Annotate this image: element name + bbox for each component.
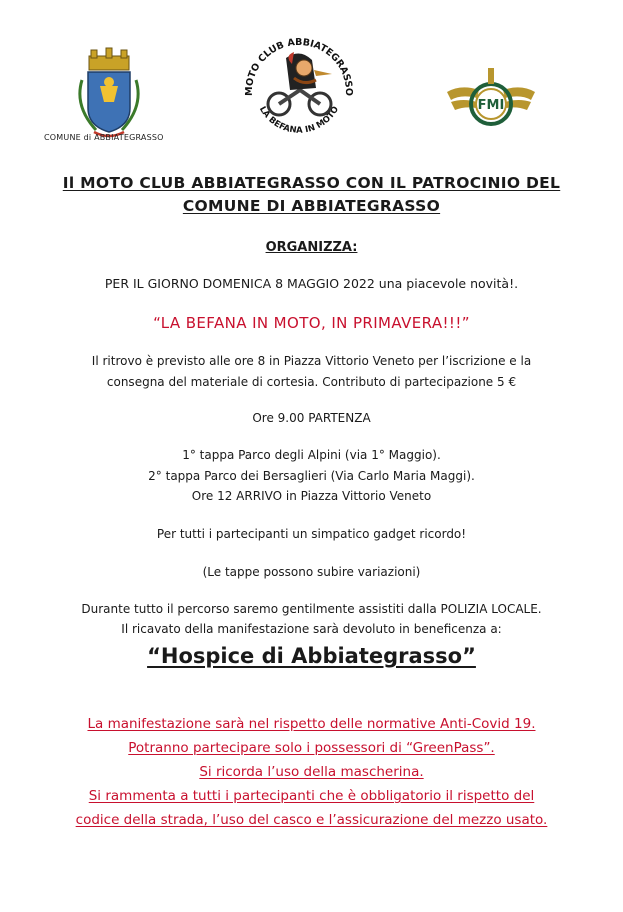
- covid-rule-line: Si ricorda l’uso della mascherina.: [199, 764, 424, 780]
- event-headline: “LA BEFANA IN MOTO, IN PRIMAVERA!!!”: [153, 314, 470, 332]
- ritrovo-line-2: consegna del materiale di cortesia. Contributo di partecipazione 5 €: [106, 375, 517, 389]
- ritrovo-line-1: Il ritrovo è previsto alle ore 8 in Piazza Vittorio Veneto per l’iscrizione e la: [91, 354, 532, 368]
- stage-item: Ore 12 ARRIVO in Piazza Vittorio Veneto: [191, 489, 432, 503]
- coat-of-arms-icon: [44, 46, 174, 146]
- covid-rule-line: Potranno partecipare solo i possessori di “GreenPass”.: [128, 740, 495, 756]
- comune-caption: COMUNE di ABBIATEGRASSO: [44, 133, 164, 142]
- organizza-heading: ORGANIZZA:: [265, 240, 358, 255]
- stage-item: 2° tappa Parco dei Bersaglieri (Via Carlo Maria Maggi).: [148, 469, 475, 483]
- club-logo-top-text: MOTO CLUB ABBIATEGRASSO: [243, 36, 355, 96]
- fmi-winged-wheel-icon: [441, 62, 541, 142]
- event-date-line: PER IL GIORNO DOMENICA 8 MAGGIO 2022 una piacevole novità!.: [104, 276, 519, 291]
- fmi-logo-text: FMI: [477, 98, 505, 113]
- stage-item: 1° tappa Parco degli Alpini (via 1° Maggio).: [182, 448, 441, 462]
- covid-rule-line: codice della strada, l’uso del casco e l’assicurazione del mezzo usato.: [75, 812, 548, 828]
- befana-on-motorbike-icon: [234, 30, 364, 145]
- covid-rule-line: Si rammenta a tutti i partecipanti che è obbligatorio il rispetto del: [88, 788, 535, 804]
- gadget-note: Per tutti i partecipanti un simpatico gadget ricordo!: [156, 527, 467, 541]
- covid-rule-line: La manifestazione sarà nel rispetto delle normative Anti-Covid 19.: [87, 716, 536, 732]
- club-logo-bottom-text: LA BEFANA IN MOTO: [256, 104, 342, 136]
- page-title-line-2: COMUNE DI ABBIATEGRASSO: [182, 197, 441, 215]
- comune-coat-of-arms-logo: [44, 46, 174, 146]
- moto-club-logo: [234, 30, 364, 145]
- polizia-line-2: Il ricavato della manifestazione sarà devoluto in beneficenza a:: [121, 622, 502, 636]
- partenza-line: Ore 9.00 PARTENZA: [252, 411, 371, 425]
- page-title-line-1: Il MOTO CLUB ABBIATEGRASSO CON IL PATROCINIO DEL: [62, 174, 561, 192]
- fmi-logo: [441, 62, 541, 142]
- polizia-line-1: Durante tutto il percorso saremo gentilmente assistiti dalla POLIZIA LOCALE.: [81, 602, 542, 616]
- tappe-variation-note: (Le tappe possono subire variazioni): [202, 565, 421, 579]
- beneficiary-name: “Hospice di Abbiategrasso”: [147, 644, 476, 668]
